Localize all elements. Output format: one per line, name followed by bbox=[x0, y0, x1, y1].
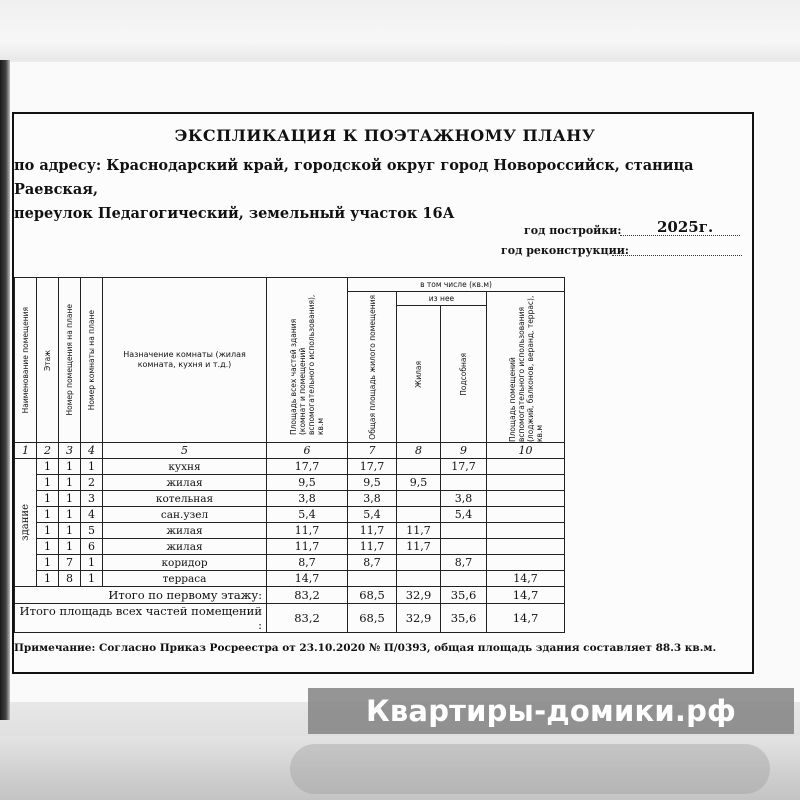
cell-premise: 1 bbox=[59, 491, 81, 507]
cell-room: 5 bbox=[81, 523, 103, 539]
cell-utility bbox=[441, 523, 487, 539]
background-bottom bbox=[0, 736, 800, 800]
background-top bbox=[0, 0, 800, 60]
table-row bbox=[15, 523, 565, 539]
floor-total-label: Итого по первому этажу: bbox=[15, 587, 267, 604]
cell-premise: 1 bbox=[59, 507, 81, 523]
cell-general: 11,7 bbox=[348, 539, 397, 555]
cell-living bbox=[397, 555, 441, 571]
cell-room: 1 bbox=[81, 459, 103, 475]
cell-living bbox=[397, 571, 441, 587]
grand-total-general: 68,5 bbox=[348, 604, 397, 633]
cell-utility bbox=[441, 475, 487, 491]
cell-purpose: жилая bbox=[103, 539, 267, 555]
binder-edge bbox=[0, 60, 10, 720]
grand-total-aux: 14,7 bbox=[487, 604, 565, 633]
header-including: в том числе (кв.м) bbox=[348, 278, 565, 292]
cell-living bbox=[397, 459, 441, 475]
header-living: Жилая bbox=[397, 306, 441, 443]
floor-total-total: 83,2 bbox=[267, 587, 348, 604]
cell-utility: 3,8 bbox=[441, 491, 487, 507]
floor-total-aux: 14,7 bbox=[487, 587, 565, 604]
cell-purpose: терраса bbox=[103, 571, 267, 587]
cell-floor: 1 bbox=[37, 571, 59, 587]
cell-utility: 17,7 bbox=[441, 459, 487, 475]
cell-utility: 8,7 bbox=[441, 555, 487, 571]
col-number: 1 bbox=[15, 443, 37, 459]
cell-room: 6 bbox=[81, 539, 103, 555]
cell-purpose: коридор bbox=[103, 555, 267, 571]
cell-aux bbox=[487, 523, 565, 539]
cell-premise: 7 bbox=[59, 555, 81, 571]
cell-total: 17,7 bbox=[267, 459, 348, 475]
cell-living bbox=[397, 491, 441, 507]
cell-floor: 1 bbox=[37, 491, 59, 507]
cell-total: 11,7 bbox=[267, 523, 348, 539]
grand-total-label: Итого площадь всех частей помещений : bbox=[15, 604, 267, 633]
address-line-1: по адресу: Краснодарский край, городской округ город Новороссийск, станица Раевская, bbox=[14, 157, 694, 198]
reconstruction-label: год реконструкции: bbox=[501, 244, 629, 257]
reconstruction-line bbox=[612, 255, 742, 256]
header-total-area: Площадь всех частей здания (комнат и помещений вспомогательного использования), кв.м bbox=[267, 278, 348, 443]
address-block bbox=[14, 154, 754, 226]
cell-floor: 1 bbox=[37, 523, 59, 539]
cell-room: 3 bbox=[81, 491, 103, 507]
cell-purpose: котельная bbox=[103, 491, 267, 507]
cell-aux: 14,7 bbox=[487, 571, 565, 587]
table-row bbox=[15, 539, 565, 555]
col-number: 6 bbox=[267, 443, 348, 459]
header-aux-area: Площадь помещений вспомогательного использования (лоджий, балконов, веранд, террас), кв.м bbox=[487, 292, 565, 443]
cell-room: 1 bbox=[81, 571, 103, 587]
table-row bbox=[15, 555, 565, 571]
cell-living: 11,7 bbox=[397, 523, 441, 539]
building-side-cell bbox=[15, 459, 37, 587]
cell-total: 3,8 bbox=[267, 491, 348, 507]
col-number: 10 bbox=[487, 443, 565, 459]
floor-total-row bbox=[15, 587, 565, 604]
header-room-number: Номер комнаты на плане bbox=[81, 278, 103, 443]
table-row bbox=[15, 459, 565, 475]
cell-total: 11,7 bbox=[267, 539, 348, 555]
cell-aux bbox=[487, 475, 565, 491]
cell-floor: 1 bbox=[37, 507, 59, 523]
header-of-which: из нее bbox=[397, 292, 487, 306]
cell-general: 8,7 bbox=[348, 555, 397, 571]
col-number: 3 bbox=[59, 443, 81, 459]
cell-premise: 1 bbox=[59, 459, 81, 475]
cell-living bbox=[397, 507, 441, 523]
cell-general bbox=[348, 571, 397, 587]
cell-floor: 1 bbox=[37, 459, 59, 475]
cell-utility bbox=[441, 571, 487, 587]
cell-premise: 1 bbox=[59, 475, 81, 491]
cell-aux bbox=[487, 459, 565, 475]
blurred-shape bbox=[290, 744, 770, 794]
cell-premise: 1 bbox=[59, 523, 81, 539]
grand-total-living: 32,9 bbox=[397, 604, 441, 633]
col-number: 4 bbox=[81, 443, 103, 459]
building-label: здание bbox=[20, 504, 31, 541]
cell-premise: 1 bbox=[59, 539, 81, 555]
header-premise-number: Номер помещения на плане bbox=[59, 278, 81, 443]
cell-purpose: жилая bbox=[103, 523, 267, 539]
cell-utility bbox=[441, 539, 487, 555]
col-number: 9 bbox=[441, 443, 487, 459]
cell-utility: 5,4 bbox=[441, 507, 487, 523]
table-row bbox=[15, 475, 565, 491]
cell-total: 9,5 bbox=[267, 475, 348, 491]
document-title: ЭКСПЛИКАЦИЯ К ПОЭТАЖНОМУ ПЛАНУ bbox=[174, 126, 596, 145]
cell-aux bbox=[487, 555, 565, 571]
build-year-label: год постройки: bbox=[524, 224, 622, 237]
footnote: Примечание: Согласно Приказ Росреестра от 23.10.2020 № П/0393, общая площадь здания составляет 88.3 кв.м. bbox=[14, 642, 717, 654]
floor-total-utility: 35,6 bbox=[441, 587, 487, 604]
cell-general: 3,8 bbox=[348, 491, 397, 507]
header-premise-name: Наименование помещения bbox=[15, 278, 37, 443]
header-room-purpose: Назначение комнаты (жилая комната, кухня и т.д.) bbox=[103, 278, 267, 443]
grand-total-utility: 35,6 bbox=[441, 604, 487, 633]
cell-purpose: сан.узел bbox=[103, 507, 267, 523]
grand-total-row bbox=[15, 604, 565, 633]
watermark: Квартиры-домики.рф bbox=[308, 688, 794, 734]
cell-general: 9,5 bbox=[348, 475, 397, 491]
cell-premise: 8 bbox=[59, 571, 81, 587]
cell-living: 9,5 bbox=[397, 475, 441, 491]
cell-general: 5,4 bbox=[348, 507, 397, 523]
table-row bbox=[15, 571, 565, 587]
header-utility: Подсобная bbox=[441, 306, 487, 443]
cell-aux bbox=[487, 507, 565, 523]
build-year-value: 2025г. bbox=[657, 218, 714, 236]
col-number: 5 bbox=[103, 443, 267, 459]
cell-room: 2 bbox=[81, 475, 103, 491]
cell-room: 1 bbox=[81, 555, 103, 571]
column-number-row bbox=[15, 443, 565, 459]
cell-purpose: жилая bbox=[103, 475, 267, 491]
address-line-2: переулок Педагогический, земельный участок 16А bbox=[14, 205, 455, 222]
cell-total: 8,7 bbox=[267, 555, 348, 571]
cell-room: 4 bbox=[81, 507, 103, 523]
cell-total: 5,4 bbox=[267, 507, 348, 523]
cell-general: 17,7 bbox=[348, 459, 397, 475]
cell-floor: 1 bbox=[37, 539, 59, 555]
header-general-area: Общая площадь жилого помещения bbox=[348, 292, 397, 443]
col-number: 7 bbox=[348, 443, 397, 459]
cell-aux bbox=[487, 491, 565, 507]
floor-total-general: 68,5 bbox=[348, 587, 397, 604]
floor-total-living: 32,9 bbox=[397, 587, 441, 604]
grand-total-total: 83,2 bbox=[267, 604, 348, 633]
cell-total: 14,7 bbox=[267, 571, 348, 587]
header-floor: Этаж bbox=[37, 278, 59, 443]
cell-purpose: кухня bbox=[103, 459, 267, 475]
cell-floor: 1 bbox=[37, 475, 59, 491]
col-number: 2 bbox=[37, 443, 59, 459]
explication-document bbox=[12, 112, 754, 674]
cell-floor: 1 bbox=[37, 555, 59, 571]
explication-table bbox=[14, 277, 565, 633]
table-row bbox=[15, 507, 565, 523]
table-row bbox=[15, 491, 565, 507]
cell-general: 11,7 bbox=[348, 523, 397, 539]
col-number: 8 bbox=[397, 443, 441, 459]
cell-living: 11,7 bbox=[397, 539, 441, 555]
cell-aux bbox=[487, 539, 565, 555]
